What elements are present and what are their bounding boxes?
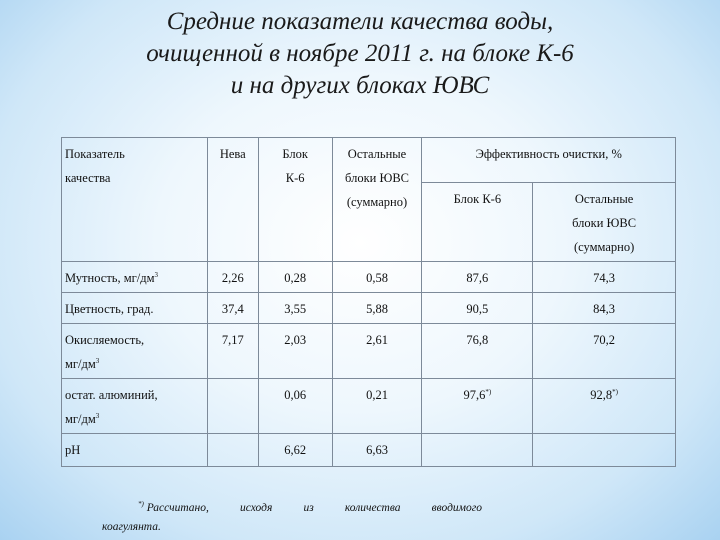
row-name: остат. алюминий, $мг/дм^3$	[62, 379, 208, 434]
header-efficiency: Эффективность очистки, %	[422, 138, 676, 183]
cell-others: 0,21	[332, 379, 422, 434]
title-line-2: очищенной в ноябре 2011 г. на блоке К-6	[146, 40, 574, 67]
cell-eff-others: 74,3	[533, 262, 676, 293]
row-name: Мутность, $мг/дм^3$	[62, 262, 208, 293]
cell-others: 2,61	[332, 324, 422, 379]
cell-eff-others: 92,8*)	[533, 379, 676, 434]
row-name: pH	[62, 434, 208, 467]
header-block-k6: Блок К-6	[258, 138, 332, 262]
slide-title	[40, 6, 680, 102]
table-row	[62, 293, 676, 324]
cell-neva: 37,4	[207, 293, 258, 324]
table-row	[62, 262, 676, 293]
footnote	[102, 499, 482, 537]
cell-block: 6,62	[258, 434, 332, 467]
table-row	[62, 379, 676, 434]
cell-eff-others	[533, 434, 676, 467]
footnote-line-2: коагулянта.	[102, 521, 161, 533]
cell-neva: 2,26	[207, 262, 258, 293]
cell-eff-others: 84,3	[533, 293, 676, 324]
cell-eff-block	[422, 434, 533, 467]
cell-others: 6,63	[332, 434, 422, 467]
cell-neva	[207, 434, 258, 467]
cell-neva: 7,17	[207, 324, 258, 379]
cell-eff-block: 90,5	[422, 293, 533, 324]
row-name: Цветность, град.	[62, 293, 208, 324]
cell-eff-block: 87,6	[422, 262, 533, 293]
cell-eff-block: 76,8	[422, 324, 533, 379]
table-row	[62, 434, 676, 467]
cell-block: 2,03	[258, 324, 332, 379]
table-header-row	[62, 138, 676, 183]
header-indicator: Показатель качества	[62, 138, 208, 262]
cell-block: 0,28	[258, 262, 332, 293]
water-quality-table	[61, 137, 676, 467]
title-line-3: и на других блоках ЮВС	[230, 72, 490, 99]
header-other-blocks: Остальные блоки ЮВС (суммарно)	[332, 138, 422, 262]
header-eff-other-blocks: Остальные блоки ЮВС (суммарно)	[533, 183, 676, 262]
cell-others: 5,88	[332, 293, 422, 324]
header-neva: Нева	[207, 138, 258, 262]
cell-block: 3,55	[258, 293, 332, 324]
table-row	[62, 324, 676, 379]
row-name: Окисляемость, $мг/дм^3$	[62, 324, 208, 379]
cell-eff-block: 97,6*)	[422, 379, 533, 434]
cell-neva	[207, 379, 258, 434]
cell-others: 0,58	[332, 262, 422, 293]
title-line-1: Средние показатели качества воды,	[166, 8, 554, 35]
header-eff-block-k6: Блок К-6	[422, 183, 533, 262]
cell-eff-others: 70,2	[533, 324, 676, 379]
footnote-line-1: *) Рассчитано, исходя из количества вводимого	[138, 500, 482, 514]
cell-block: 0,06	[258, 379, 332, 434]
